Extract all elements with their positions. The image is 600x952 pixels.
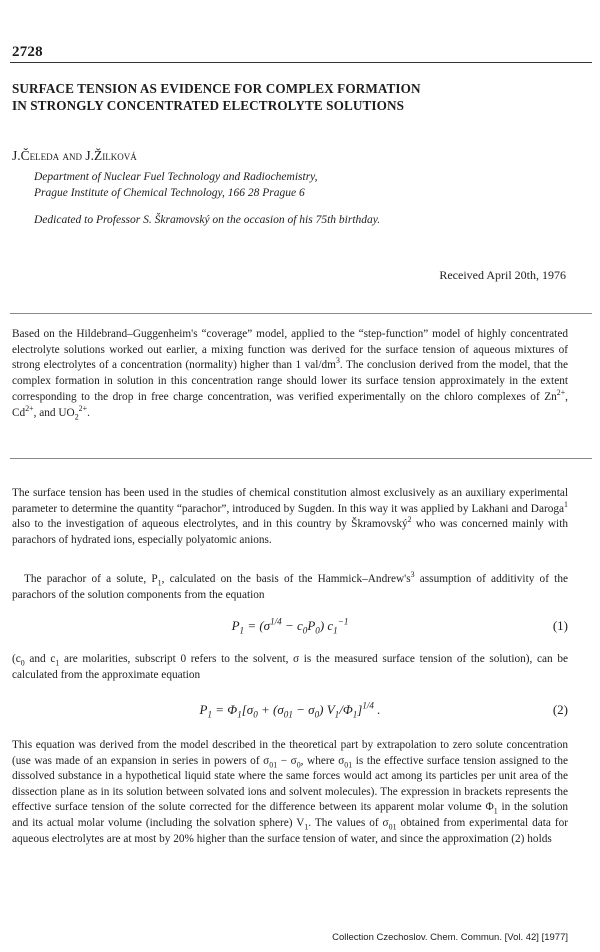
paragraph-3: ($c_0$ and $c_1$ are molarities, subscript 0 refers to the solvent, σ is the measured surface tension of the solution), can be calculated from the approximate equation — [12, 653, 568, 681]
title-line-1: SURFACE TENSION AS EVIDENCE FOR COMPLEX FORMATION — [12, 81, 421, 96]
affiliation — [34, 170, 318, 201]
equation-2-number: (2) — [552, 702, 568, 717]
equation-1-number: (1) — [552, 618, 568, 633]
abstract-top-rule — [10, 313, 592, 314]
header-rule — [10, 62, 592, 63]
received-date: Received April 20th, 1976 — [439, 268, 566, 282]
article-title — [12, 80, 572, 114]
abstract: Based on the Hildebrand–Guggenheim's “coverage” model, applied to the “step-function” model of highly concentrated electrolyte solutions worked out earlier, a mixing function was derived for the surface tension of aqueous mixtures of strong electrolytes of a concentration (normality) higher than 1 val/$dm^3$. The conclusion derived from the model, that the complex formation in solution in this concentration range should lower its surface tension approximately in the extent corresponding to the drop in free charge concentration, was verified experimentally on the chloro complexes of $Zn^{2+}$, $Cd^{2+}$, and $UO_2^{2+}$. — [12, 328, 568, 421]
page-number: 2728 — [12, 44, 43, 60]
authors: J.Čeleda and J.Žilková — [12, 148, 137, 163]
journal-footer: Collection Czechoslov. Chem. Commun. [Vol. 42] [1977] — [332, 932, 568, 943]
equation-2 — [12, 702, 568, 724]
dedication: Dedicated to Professor S. Škramovský on the occasion of his 75th birthday. — [34, 214, 381, 226]
affiliation-line-2: Prague Institute of Chemical Technology, 166 28 Prague 6 — [34, 186, 305, 199]
title-line-2: IN STRONGLY CONCENTRATED ELECTROLYTE SOLUTIONS — [12, 98, 405, 113]
paragraph-1: The surface tension has been used in the studies of chemical constitution almost exclusively as an auxiliary experimental parameter to determine the quantity “parachor”, introduced by Sugden. In this way it was applied by Lakhani and Daroga$^1$ also to the investigation of aqueous electrolytes, and in this country by Škramovský$^2$ who was concerned mainly with parachors of hydrated ions, especially polyatomic anions. — [12, 487, 568, 546]
affiliation-line-1: Department of Nuclear Fuel Technology and Radiochemistry, — [34, 171, 318, 183]
equation-1 — [12, 618, 568, 640]
abstract-bottom-rule — [10, 458, 592, 459]
equation-2-expression: $P_1 = \Phi_1[\sigma_0 + (\sigma_{01} - \sigma_0)$ $V_1/\Phi_1]^{1/4}$ . — [199, 700, 381, 720]
paragraph-2: The parachor of a solute, $P_1$, calculated on the basis of the Hammick–$Andrew's^3$ assumption of additivity of the parachors of the solution components from the equation — [12, 570, 568, 601]
paragraph-4: This equation was derived from the model described in the theoretical part by extrapolation to zero solute concentration (use was made of an expansion in series in powers of $\sigma_{01} - \sigma_0$, where $\sigma_{01}$ is the effective surface tension assigned to the dissolved substance in a hypothetical liquid state where the same forces would act among its particles per unit area of the dissection plane as in its solution between solvated ions and solvent molecules). The expression in brackets represents the effective surface tension of the solute corrected for the difference between its apparent molar volume $\Phi_1$ in the solution and its actual molar volume (including the solvation sphere) $V_1$. The values of $\sigma_{01}$ obtained from experimental data for aqueous electrolytes are at most by 20% higher than the surface tension of water, and since the approximation (2) holds — [12, 739, 569, 845]
equation-1-expression: $P_1 = (\sigma^{1/4} - c_0P_0)$ $c_1^{-1}$ — [231, 616, 349, 636]
